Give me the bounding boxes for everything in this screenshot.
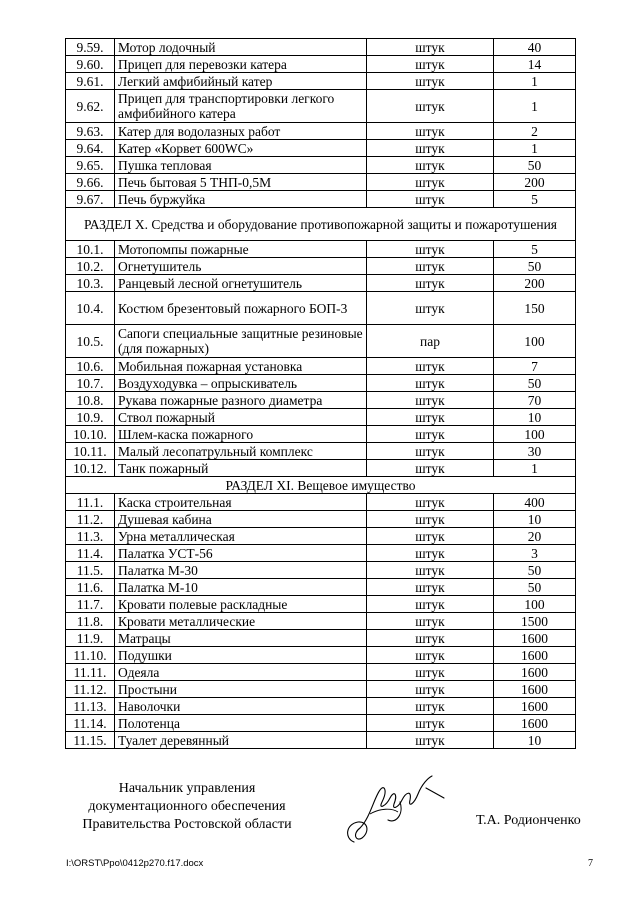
item-unit: штук bbox=[367, 545, 494, 562]
section-title: РАЗДЕЛ XI. Вещевое имущество bbox=[66, 477, 576, 494]
item-name: Малый лесопатрульный комплекс bbox=[115, 443, 367, 460]
item-quantity: 50 bbox=[494, 375, 576, 392]
item-unit: штук bbox=[367, 443, 494, 460]
item-name: Прицеп для перевозки катера bbox=[115, 56, 367, 73]
table-row bbox=[66, 426, 576, 443]
table-row bbox=[66, 174, 576, 191]
item-number: 10.4. bbox=[66, 292, 115, 325]
item-unit: штук bbox=[367, 73, 494, 90]
item-number: 9.65. bbox=[66, 157, 115, 174]
item-number: 9.67. bbox=[66, 191, 115, 208]
table-row bbox=[66, 460, 576, 477]
item-unit: штук bbox=[367, 664, 494, 681]
item-number: 11.10. bbox=[66, 647, 115, 664]
item-name: Подушки bbox=[115, 647, 367, 664]
table-row bbox=[66, 698, 576, 715]
table-row bbox=[66, 140, 576, 157]
item-number: 11.12. bbox=[66, 681, 115, 698]
item-number: 9.64. bbox=[66, 140, 115, 157]
item-name: Наволочки bbox=[115, 698, 367, 715]
item-quantity: 10 bbox=[494, 511, 576, 528]
item-unit: штук bbox=[367, 562, 494, 579]
item-quantity: 50 bbox=[494, 157, 576, 174]
item-unit: штук bbox=[367, 579, 494, 596]
signer-position-line-1: Начальник управления bbox=[118, 781, 256, 796]
table-row bbox=[66, 494, 576, 511]
item-unit: штук bbox=[367, 258, 494, 275]
item-name: Каска строительная bbox=[115, 494, 367, 511]
item-quantity: 1600 bbox=[494, 647, 576, 664]
item-number: 9.60. bbox=[66, 56, 115, 73]
item-quantity: 2 bbox=[494, 123, 576, 140]
item-quantity: 5 bbox=[494, 241, 576, 258]
table-row bbox=[66, 275, 576, 292]
item-number: 10.7. bbox=[66, 375, 115, 392]
item-number: 11.3. bbox=[66, 528, 115, 545]
item-unit: пар bbox=[367, 325, 494, 358]
table-row bbox=[66, 191, 576, 208]
item-name: Урна металлическая bbox=[115, 528, 367, 545]
section-title: РАЗДЕЛ X. Средства и оборудование противопожарной защиты и пожаротушения bbox=[66, 208, 576, 241]
item-quantity: 200 bbox=[494, 174, 576, 191]
item-quantity: 400 bbox=[494, 494, 576, 511]
item-number: 11.2. bbox=[66, 511, 115, 528]
item-name: Катер для водолазных работ bbox=[115, 123, 367, 140]
item-unit: штук bbox=[367, 494, 494, 511]
item-quantity: 1500 bbox=[494, 613, 576, 630]
table-row bbox=[66, 90, 576, 123]
table-row bbox=[66, 596, 576, 613]
item-number: 11.14. bbox=[66, 715, 115, 732]
item-name: Полотенца bbox=[115, 715, 367, 732]
item-quantity: 100 bbox=[494, 596, 576, 613]
inventory-table-body bbox=[66, 39, 576, 749]
item-name: Мотопомпы пожарные bbox=[115, 241, 367, 258]
table-row bbox=[66, 39, 576, 56]
item-quantity: 50 bbox=[494, 258, 576, 275]
item-unit: штук bbox=[367, 681, 494, 698]
item-unit: штук bbox=[367, 157, 494, 174]
item-unit: штук bbox=[367, 528, 494, 545]
item-name: Туалет деревянный bbox=[115, 732, 367, 749]
item-unit: штук bbox=[367, 275, 494, 292]
item-number: 11.4. bbox=[66, 545, 115, 562]
item-name: Мотор лодочный bbox=[115, 39, 367, 56]
item-quantity: 100 bbox=[494, 426, 576, 443]
item-unit: штук bbox=[367, 460, 494, 477]
item-number: 9.59. bbox=[66, 39, 115, 56]
inventory-table bbox=[65, 38, 576, 749]
item-number: 9.63. bbox=[66, 123, 115, 140]
item-name: Палатка УСТ-56 bbox=[115, 545, 367, 562]
signer-position-line-2: документационного обеспечения bbox=[88, 799, 286, 814]
item-unit: штук bbox=[367, 358, 494, 375]
item-number: 11.8. bbox=[66, 613, 115, 630]
table-row bbox=[66, 562, 576, 579]
item-number: 9.61. bbox=[66, 73, 115, 90]
item-unit: штук bbox=[367, 191, 494, 208]
item-unit: штук bbox=[367, 56, 494, 73]
item-unit: штук bbox=[367, 630, 494, 647]
table-row bbox=[66, 579, 576, 596]
item-name: Костюм брезентовый пожарного БОП-3 bbox=[115, 292, 367, 325]
item-unit: штук bbox=[367, 613, 494, 630]
item-number: 10.6. bbox=[66, 358, 115, 375]
item-number: 10.2. bbox=[66, 258, 115, 275]
item-unit: штук bbox=[367, 375, 494, 392]
item-number: 10.1. bbox=[66, 241, 115, 258]
table-row bbox=[66, 157, 576, 174]
section-header-row bbox=[66, 477, 576, 494]
table-row bbox=[66, 56, 576, 73]
item-number: 10.3. bbox=[66, 275, 115, 292]
item-unit: штук bbox=[367, 392, 494, 409]
item-quantity: 3 bbox=[494, 545, 576, 562]
table-row bbox=[66, 715, 576, 732]
item-name: Легкий амфибийный катер bbox=[115, 73, 367, 90]
item-quantity: 1600 bbox=[494, 681, 576, 698]
table-row bbox=[66, 409, 576, 426]
table-row bbox=[66, 681, 576, 698]
table-row bbox=[66, 358, 576, 375]
item-quantity: 1600 bbox=[494, 698, 576, 715]
table-row bbox=[66, 241, 576, 258]
item-name: Катер «Корвет 600WC» bbox=[115, 140, 367, 157]
item-name: Мобильная пожарная установка bbox=[115, 358, 367, 375]
item-number: 11.9. bbox=[66, 630, 115, 647]
signer-name: Т.А. Родионченко bbox=[476, 813, 581, 828]
item-unit: штук bbox=[367, 511, 494, 528]
item-quantity: 14 bbox=[494, 56, 576, 73]
table-row bbox=[66, 325, 576, 358]
item-quantity: 1 bbox=[494, 140, 576, 157]
signature-block bbox=[72, 780, 302, 834]
item-name: Прицеп для транспортировки легкого амфибийного катера bbox=[115, 90, 367, 123]
item-name: Кровати металлические bbox=[115, 613, 367, 630]
item-name: Палатка М-30 bbox=[115, 562, 367, 579]
item-number: 11.1. bbox=[66, 494, 115, 511]
item-quantity: 1 bbox=[494, 460, 576, 477]
item-quantity: 30 bbox=[494, 443, 576, 460]
item-quantity: 70 bbox=[494, 392, 576, 409]
item-unit: штук bbox=[367, 596, 494, 613]
table-row bbox=[66, 443, 576, 460]
item-unit: штук bbox=[367, 715, 494, 732]
item-quantity: 1 bbox=[494, 73, 576, 90]
item-quantity: 100 bbox=[494, 325, 576, 358]
table-row bbox=[66, 392, 576, 409]
item-name: Ствол пожарный bbox=[115, 409, 367, 426]
item-number: 10.8. bbox=[66, 392, 115, 409]
item-quantity: 1600 bbox=[494, 630, 576, 647]
item-quantity: 20 bbox=[494, 528, 576, 545]
item-number: 11.11. bbox=[66, 664, 115, 681]
table-row bbox=[66, 647, 576, 664]
table-row bbox=[66, 258, 576, 275]
item-quantity: 10 bbox=[494, 732, 576, 749]
item-unit: штук bbox=[367, 292, 494, 325]
item-name: Простыни bbox=[115, 681, 367, 698]
item-quantity: 200 bbox=[494, 275, 576, 292]
item-name: Душевая кабина bbox=[115, 511, 367, 528]
item-quantity: 7 bbox=[494, 358, 576, 375]
table-row bbox=[66, 528, 576, 545]
item-name: Пушка тепловая bbox=[115, 157, 367, 174]
item-name: Танк пожарный bbox=[115, 460, 367, 477]
item-name: Матрацы bbox=[115, 630, 367, 647]
item-quantity: 1600 bbox=[494, 664, 576, 681]
item-unit: штук bbox=[367, 698, 494, 715]
item-quantity: 5 bbox=[494, 191, 576, 208]
item-unit: штук bbox=[367, 732, 494, 749]
item-unit: штук bbox=[367, 409, 494, 426]
item-name: Воздуходувка – опрыскиватель bbox=[115, 375, 367, 392]
item-quantity: 50 bbox=[494, 579, 576, 596]
item-unit: штук bbox=[367, 39, 494, 56]
item-number: 10.9. bbox=[66, 409, 115, 426]
footer-file-path: I:\ORST\Ppo\0412p270.f17.docx bbox=[66, 858, 204, 869]
table-row bbox=[66, 630, 576, 647]
table-row bbox=[66, 545, 576, 562]
item-number: 10.10. bbox=[66, 426, 115, 443]
item-unit: штук bbox=[367, 174, 494, 191]
item-number: 11.7. bbox=[66, 596, 115, 613]
item-name: Ранцевый лесной огнетушитель bbox=[115, 275, 367, 292]
item-unit: штук bbox=[367, 140, 494, 157]
signer-position-line-3: Правительства Ростовской области bbox=[82, 817, 292, 832]
table-row bbox=[66, 123, 576, 140]
item-quantity: 150 bbox=[494, 292, 576, 325]
table-row bbox=[66, 375, 576, 392]
item-number: 9.62. bbox=[66, 90, 115, 123]
item-number: 11.15. bbox=[66, 732, 115, 749]
table-row bbox=[66, 292, 576, 325]
item-name: Одеяла bbox=[115, 664, 367, 681]
item-name: Печь буржуйка bbox=[115, 191, 367, 208]
item-number: 10.12. bbox=[66, 460, 115, 477]
table-row bbox=[66, 613, 576, 630]
item-name: Огнетушитель bbox=[115, 258, 367, 275]
item-unit: штук bbox=[367, 241, 494, 258]
item-quantity: 10 bbox=[494, 409, 576, 426]
item-number: 9.66. bbox=[66, 174, 115, 191]
item-unit: штук bbox=[367, 647, 494, 664]
item-number: 11.6. bbox=[66, 579, 115, 596]
section-header-row bbox=[66, 208, 576, 241]
item-name: Печь бытовая 5 ТНП-0,5М bbox=[115, 174, 367, 191]
page-number: 7 bbox=[588, 858, 593, 869]
table-row bbox=[66, 511, 576, 528]
table-row bbox=[66, 732, 576, 749]
item-unit: штук bbox=[367, 90, 494, 123]
item-name: Рукава пожарные разного диаметра bbox=[115, 392, 367, 409]
handwritten-signature bbox=[340, 768, 450, 850]
item-number: 11.13. bbox=[66, 698, 115, 715]
item-name: Сапоги специальные защитные резиновые (для пожарных) bbox=[115, 325, 367, 358]
table-row bbox=[66, 73, 576, 90]
item-quantity: 1 bbox=[494, 90, 576, 123]
item-unit: штук bbox=[367, 123, 494, 140]
table-row bbox=[66, 664, 576, 681]
item-quantity: 40 bbox=[494, 39, 576, 56]
item-number: 10.11. bbox=[66, 443, 115, 460]
item-name: Шлем-каска пожарного bbox=[115, 426, 367, 443]
item-quantity: 1600 bbox=[494, 715, 576, 732]
item-name: Палатка М-10 bbox=[115, 579, 367, 596]
item-quantity: 50 bbox=[494, 562, 576, 579]
item-number: 10.5. bbox=[66, 325, 115, 358]
item-number: 11.5. bbox=[66, 562, 115, 579]
item-name: Кровати полевые раскладные bbox=[115, 596, 367, 613]
item-unit: штук bbox=[367, 426, 494, 443]
